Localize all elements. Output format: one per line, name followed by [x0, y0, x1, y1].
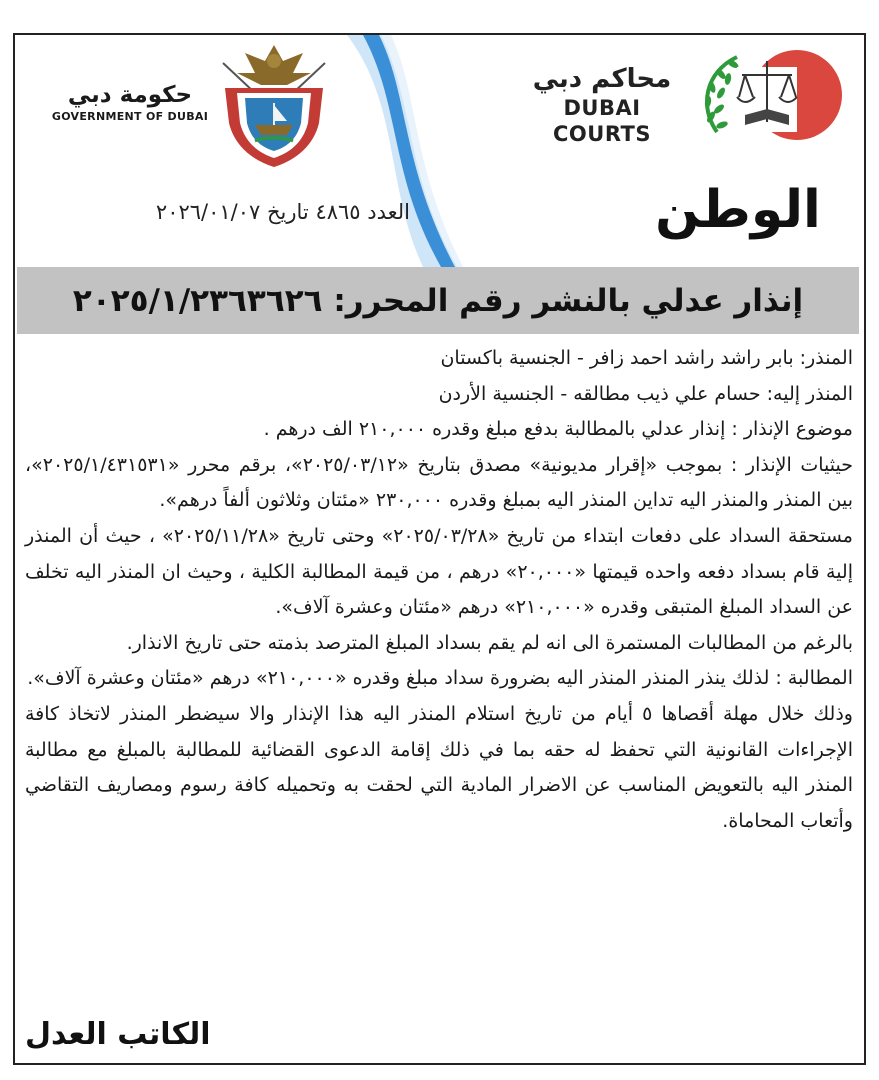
issue-number-date: العدد ٤٨٦٥ تاريخ ٢٠٢٦/٠١/٠٧	[155, 200, 410, 224]
notice-paragraph: المنذر إليه: حسام علي ذيب مطالقه - الجنسية الأردن	[438, 382, 853, 405]
government-emblem	[215, 43, 333, 168]
dubai-courts-arabic: محاكم دبي	[532, 64, 672, 94]
notice-paragraph: وذلك خلال مهلة أقصاها ٥ أيام من تاريخ استلام المنذر اليه هذا الإنذار والا سيضطر المنذر لاتخاذ كافة الإجراءات القانونية التي تحفظ له حقه بما في ذلك إقامة الدعوى القضائية للمطالبة بالمبلغ مع مطالبة المنذر اليه بالتعويض المناسب عن الاضرار المادية التي لحقت به وتحميله كافة رسوم ومصاريف التقاضي وأتعاب المحاماة.	[25, 702, 853, 832]
government-english: GOVERNMENT OF DUBAI	[51, 110, 209, 123]
notice-paragraph: بالرغم من المطالبات المستمرة الى انه لم يقم بسداد المبلغ المترصد بذمته حتى تاريخ الانذار.	[126, 631, 853, 654]
newspaper-masthead: الوطن	[655, 180, 821, 240]
notice-paragraph: المطالبة : لذلك ينذر المنذر المنذر اليه بضرورة سداد مبلغ وقدره «٢١٠,٠٠٠» درهم «مئتان وعشرة آلاف».	[27, 667, 853, 690]
signature: الكاتب العدل	[25, 1017, 211, 1052]
notice-paragraph: المنذر: بابر راشد راشد احمد زافر - الجنسية باكستان	[440, 347, 853, 369]
ribbon-decoration	[345, 35, 465, 267]
dubai-courts-english: DUBAI COURTS	[553, 96, 651, 146]
notice-title: إنذار عدلي بالنشر رقم المحرر: ٢٠٢٥/١/٢٣٦٣٦٢٦	[17, 267, 859, 334]
government-arabic: حكومة دبي	[67, 82, 193, 108]
dubai-courts-wordmark	[512, 63, 692, 147]
notice-paragraph: حيثيات الإنذار : بموجب «إقرار مديونية» مصدق بتاريخ «٢٠٢٥/٠٣/١٢»، برقم محرر «٢٠٢٥/١/٤٣١٥٣١»، بين المنذر والمنذر اليه تداين المنذر اليه بمبلغ وقدره ٢٣٠,٠٠٠ «مئتان وثلاثون ألفاً درهم».	[25, 453, 853, 512]
dubai-courts-logo	[697, 47, 847, 142]
government-wordmark	[40, 81, 220, 125]
header	[15, 35, 864, 267]
notice-frame	[13, 33, 866, 1065]
notice-paragraph: مستحقة السداد على دفعات ابتداء من تاريخ «٢٠٢٥/٠٣/٢٨» وحتى تاريخ «٢٠٢٥/١١/٢٨» ، حيث أن المنذر إلية قام بسداد دفعه واحده قيمتها «٢٠,٠٠٠» درهم ، من قيمة المطالبة الكلية ، وحيث ان المنذر اليه تخلف عن السداد المبلغ المتبقى وقدره «٢١٠,٠٠٠» درهم «مئتان وعشرة آلاف».	[25, 524, 853, 619]
notice-paragraph: موضوع الإنذار : إنذار عدلي بالمطالبة بدفع مبلغ وقدره ٢١٠,٠٠٠ الف درهم .	[263, 418, 853, 441]
notice-body	[25, 341, 853, 839]
